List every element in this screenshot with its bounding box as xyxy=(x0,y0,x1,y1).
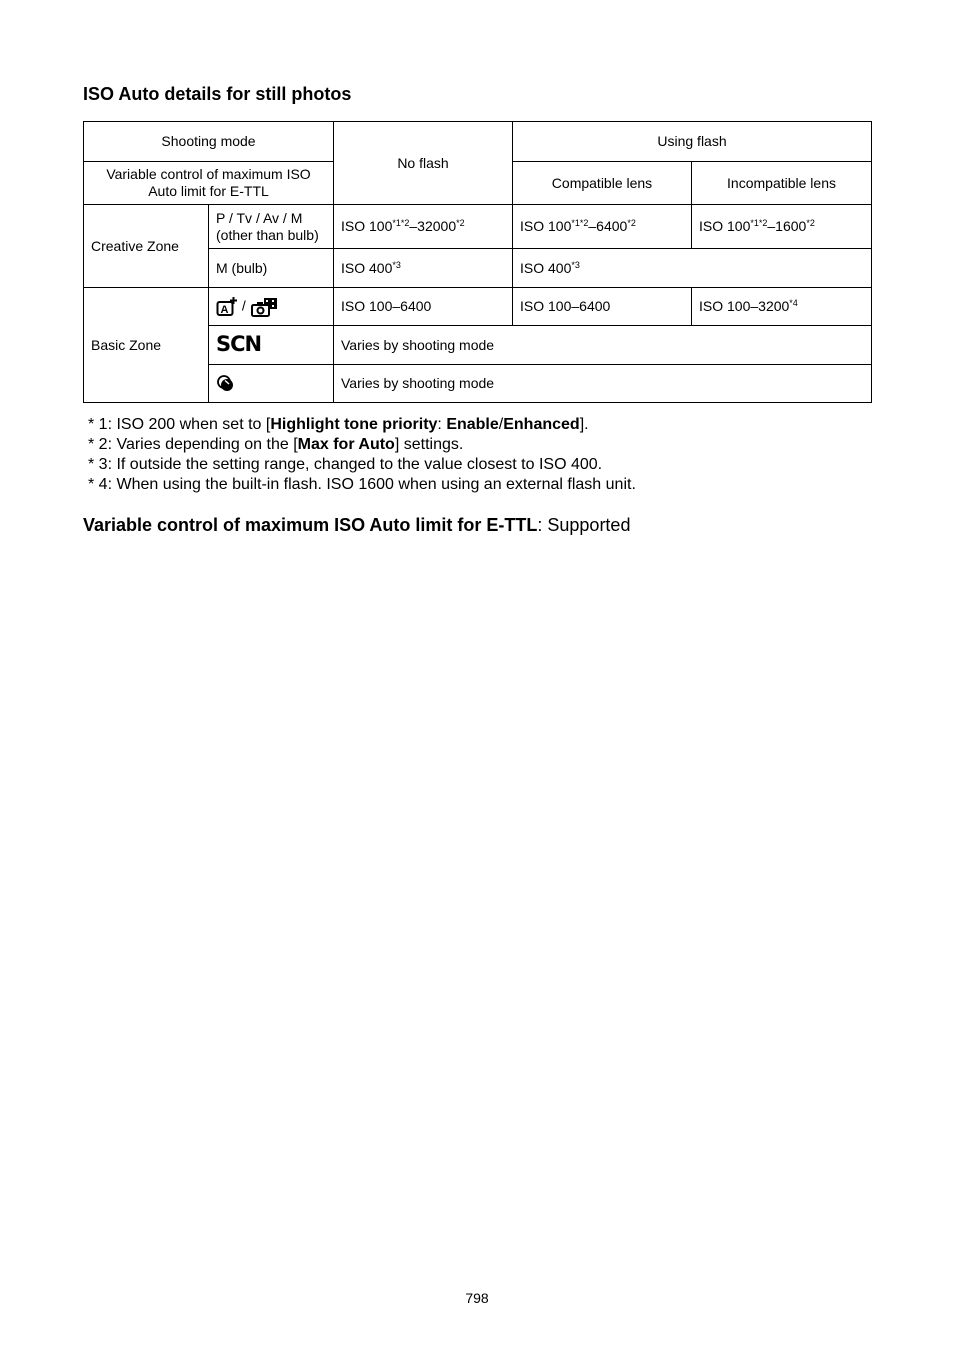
table-row xyxy=(84,205,872,249)
table-row xyxy=(84,122,872,162)
scn-value: Varies by shooting mode xyxy=(334,326,872,365)
table-row xyxy=(84,288,872,326)
iso-auto-table xyxy=(83,121,872,403)
value-base: ISO 400 xyxy=(341,259,393,276)
header-shooting-mode: Shooting mode xyxy=(84,122,334,162)
basic-zone-label: Basic Zone xyxy=(84,288,209,403)
value-base: ISO 100–3200 xyxy=(699,298,790,314)
hybrid-auto-icon xyxy=(250,297,278,313)
creative-filters-value: Varies by shooting mode xyxy=(334,365,872,403)
setting-name: Enhanced xyxy=(503,416,580,433)
creative-zone-label: Creative Zone xyxy=(84,205,209,288)
footnote-ref: *1*2 xyxy=(571,218,589,228)
icon-separator: / xyxy=(241,297,246,314)
note-text: * 2: Varies depending on the [ xyxy=(88,436,298,453)
subsection-title xyxy=(83,514,630,536)
header-incompatible-lens: Incompatible lens xyxy=(692,162,872,205)
note-text: ]. xyxy=(579,416,589,433)
header-variable-control: Variable control of maximum ISO Auto limit for E-TTL xyxy=(84,162,334,205)
subsection-title-value: : Supported xyxy=(537,515,631,535)
section-title: ISO Auto details for still photos xyxy=(83,84,352,104)
value-max: –1600 xyxy=(767,218,807,234)
ptvavm-compatible xyxy=(513,205,692,249)
value-base: ISO 400 xyxy=(520,259,572,276)
svg-text:A: A xyxy=(220,303,229,316)
auto-no-flash: ISO 100–6400 xyxy=(334,288,513,326)
auto-compatible: ISO 100–6400 xyxy=(513,288,692,326)
auto-incompatible xyxy=(692,288,872,326)
page-number: 798 xyxy=(465,1290,489,1306)
creative-filters-icon xyxy=(216,374,236,390)
footnote-ref: *3 xyxy=(392,259,401,270)
mode-ptvavm xyxy=(209,205,334,249)
value-base: ISO 100 xyxy=(520,218,572,234)
mode-ptvavm-line2: (other than bulb) xyxy=(216,226,319,243)
footnote-2 xyxy=(88,435,636,455)
footnote-3: * 3: If outside the setting range, changed to the value closest to ISO 400. xyxy=(88,456,603,473)
footnote-ref: *4 xyxy=(789,298,798,308)
note-text: * 1: ISO 200 when set to [ xyxy=(88,416,271,433)
bulb-using-flash xyxy=(513,249,872,288)
bulb-no-flash xyxy=(334,249,513,288)
value-max: –6400 xyxy=(588,218,628,234)
mode-bulb: M (bulb) xyxy=(209,249,334,288)
setting-name: Highlight tone priority xyxy=(270,416,438,433)
note-text: ] settings. xyxy=(394,436,464,453)
setting-name: Max for Auto xyxy=(297,436,395,453)
note-text: / xyxy=(498,416,504,433)
header-using-flash: Using flash xyxy=(513,122,872,162)
ptvavm-no-flash xyxy=(334,205,513,249)
footnote-1 xyxy=(88,415,636,435)
subsection-title-bold: Variable control of maximum ISO Auto limit for E-TTL xyxy=(83,515,538,535)
value-base: ISO 100 xyxy=(341,218,393,234)
setting-name: Enable xyxy=(446,416,499,433)
scene-intelligent-auto-icon xyxy=(216,297,238,316)
footnote-ref: *2 xyxy=(627,218,636,228)
footnotes xyxy=(88,415,636,495)
header-no-flash: No flash xyxy=(334,122,513,205)
footnote-ref: *2 xyxy=(806,218,815,228)
mode-creative-filters xyxy=(209,365,334,403)
ptvavm-incompatible xyxy=(692,205,872,249)
mode-scn xyxy=(209,326,334,365)
footnote-4: * 4: When using the built-in flash. ISO 1600 when using an external flash unit. xyxy=(88,476,636,493)
footnote-ref: *1*2 xyxy=(392,218,410,228)
footnote-ref: *2 xyxy=(456,218,465,228)
footnote-ref: *3 xyxy=(571,259,580,270)
mode-auto-icons xyxy=(209,288,334,326)
footnote-ref: *1*2 xyxy=(750,218,768,228)
note-text: : xyxy=(437,416,447,433)
header-compatible-lens: Compatible lens xyxy=(513,162,692,205)
mode-ptvavm-line1: P / Tv / Av / M xyxy=(216,209,303,226)
value-base: ISO 100 xyxy=(699,218,751,234)
value-max: –32000 xyxy=(409,218,457,234)
scn-icon: SCN xyxy=(216,331,262,356)
